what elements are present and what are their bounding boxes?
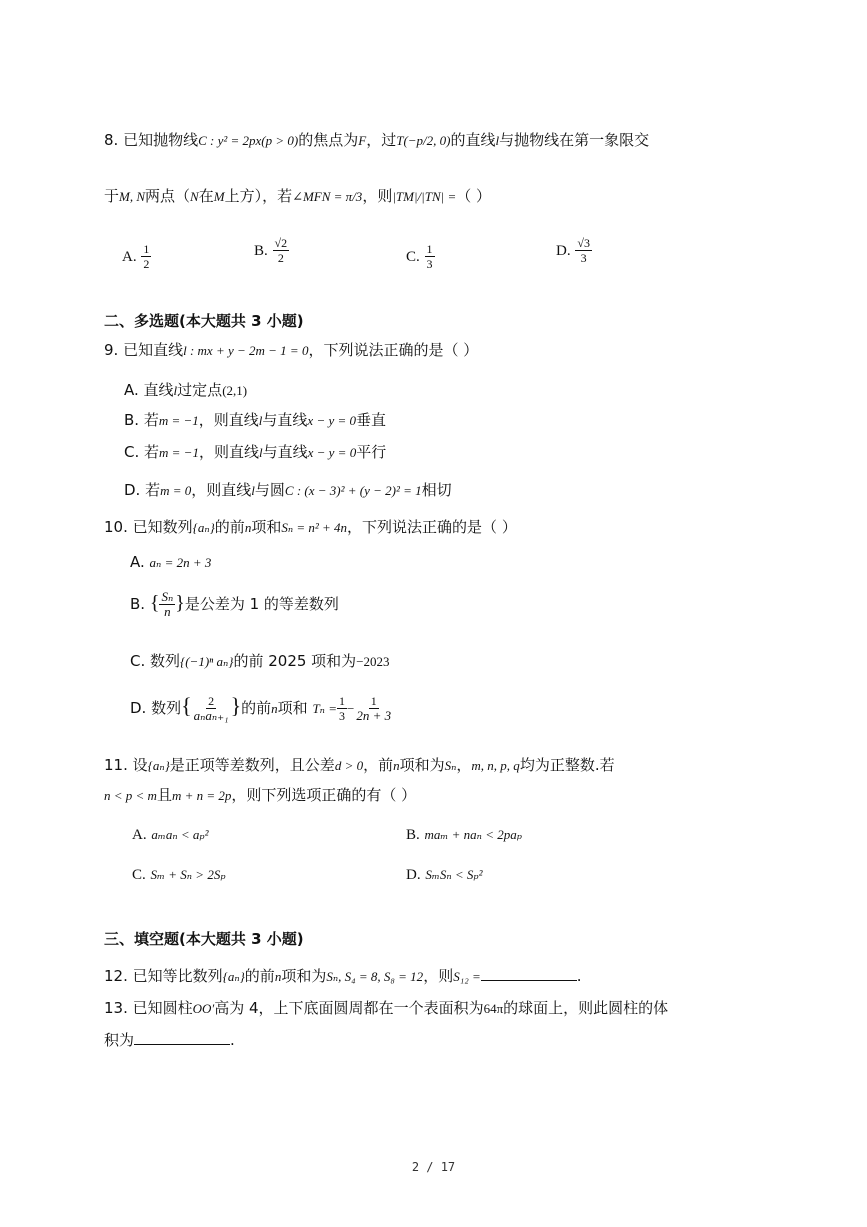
option-text: 过定点 xyxy=(177,381,223,399)
option-text: 是公差为 1 的等差数列 xyxy=(184,595,339,613)
q11-line2 xyxy=(104,785,416,806)
math-expr: m + n = 2p xyxy=(171,788,232,803)
q11-option-b xyxy=(406,824,522,845)
math-expr: C : y² = 2px(p > 0) xyxy=(198,133,299,148)
fraction-den: 3 xyxy=(338,709,345,723)
option-text: 项和 xyxy=(277,699,308,717)
q8-text: ，过 xyxy=(366,131,397,149)
option-text: C. 若 xyxy=(124,443,160,461)
math-expr: T(−p/2, 0) xyxy=(396,133,451,148)
q8-text: 的直线 xyxy=(450,131,496,149)
q9-text: 9. 已知直线 xyxy=(104,341,184,359)
math-expr: 64π xyxy=(483,1001,504,1016)
q11-text: 项和为 xyxy=(399,756,445,774)
math-expr: Sₘ + Sₙ > 2Sₚ xyxy=(150,867,226,882)
q11-text: 是正项等差数列，且公差 xyxy=(169,756,335,774)
q8-text: 上方），若 xyxy=(224,187,293,205)
q8-line1 xyxy=(104,130,649,151)
q10-option-c xyxy=(130,651,390,672)
page-number: 2 / 17 xyxy=(411,1160,456,1174)
fraction xyxy=(273,236,290,265)
option-text: B. xyxy=(130,595,146,613)
q12-text: . xyxy=(576,967,582,985)
q11-line1 xyxy=(104,755,615,776)
q11-text: ， xyxy=(456,756,472,774)
option-text: D. 若 xyxy=(124,481,161,499)
math-expr: −2023 xyxy=(356,654,390,669)
math-expr: m = −1 xyxy=(159,445,199,460)
q10-text: 10. 已知数列 xyxy=(104,518,193,536)
math-expr: l xyxy=(258,445,263,460)
option-label: D. xyxy=(406,867,421,883)
q8-text: ，则 xyxy=(362,187,393,205)
math-expr: d > 0 xyxy=(334,758,364,773)
q11-option-c xyxy=(132,864,226,885)
option-text: 与直线 xyxy=(262,411,308,429)
q9-option-c xyxy=(124,442,386,463)
fraction-num: 1 xyxy=(426,242,433,256)
answer-blank[interactable] xyxy=(481,966,577,981)
q12-text: ，则 xyxy=(423,967,454,985)
brace-left: { xyxy=(181,693,192,718)
option-label: D. xyxy=(556,243,571,259)
option-label: B. xyxy=(406,827,420,843)
fraction xyxy=(575,236,592,265)
option-label: A. xyxy=(122,249,137,265)
math-expr: m = −1 xyxy=(158,413,199,428)
q13-line2 xyxy=(104,1030,235,1050)
math-expr: Sₙ = n² + 4n xyxy=(281,520,348,535)
math-expr: Tₙ = xyxy=(312,701,337,716)
math-expr: M xyxy=(213,189,225,204)
q9-option-b xyxy=(124,410,386,431)
fraction-den: 3 xyxy=(426,257,433,271)
fraction xyxy=(425,242,435,271)
q9-option-a xyxy=(124,380,247,401)
math-expr: l xyxy=(173,383,178,398)
option-text: 平行 xyxy=(356,443,387,461)
math-expr: maₘ + naₙ < 2paₚ xyxy=(424,827,522,842)
fraction xyxy=(159,590,175,619)
section-heading-multiple-choice: 二、多选题(本大题共 3 小题) xyxy=(104,312,304,330)
fraction-num: √3 xyxy=(577,236,590,250)
fraction-den: 2 xyxy=(277,251,284,265)
q9-text: ，下列说法正确的是（ ） xyxy=(308,341,479,359)
option-label: C. xyxy=(132,867,146,883)
q13-line1 xyxy=(104,998,668,1019)
q8-text: 在 xyxy=(198,187,214,205)
math-expr: n xyxy=(271,701,278,716)
q8-option-a xyxy=(122,242,151,271)
math-expr: l xyxy=(495,133,500,148)
q8-line2 xyxy=(104,186,491,207)
q13-text: 高为 4，上下底面圆周都在一个表面积为 xyxy=(214,999,484,1017)
option-text: A. xyxy=(130,553,145,571)
fraction-den: 3 xyxy=(580,251,587,265)
option-text: ，则直线 xyxy=(191,481,252,499)
math-expr: (2,1) xyxy=(222,383,248,398)
math-expr: l : mx + y − 2m − 1 = 0 xyxy=(183,343,309,358)
math-expr: n < p < m xyxy=(104,788,157,803)
fraction-num: 1 xyxy=(143,242,150,256)
option-text: 垂直 xyxy=(356,411,387,429)
q11-option-d xyxy=(406,864,483,885)
fraction-den: n xyxy=(164,604,171,619)
math-expr: {(−1)ⁿ aₙ} xyxy=(180,654,234,669)
q11-text: 11. 设 xyxy=(104,756,148,774)
option-text: 的前 xyxy=(241,699,272,717)
option-text: C. 数列 xyxy=(130,652,181,670)
q13-text: 积为 xyxy=(104,1031,135,1049)
option-text: B. 若 xyxy=(124,411,159,429)
math-expr: {aₙ} xyxy=(222,969,245,984)
q8-text: 两点（ xyxy=(145,187,191,205)
math-expr: |TM|/|TN| = xyxy=(392,189,457,204)
option-text: ，则直线 xyxy=(198,443,259,461)
math-expr: {aₙ} xyxy=(147,758,170,773)
fraction-num: 1 xyxy=(338,694,345,708)
q11-option-a xyxy=(132,824,209,845)
option-text: ，则直线 xyxy=(198,411,259,429)
q8-text: 与抛物线在第一象限交 xyxy=(499,131,650,149)
brace-right: } xyxy=(175,592,185,614)
q8-option-c xyxy=(406,242,435,271)
q12-line xyxy=(104,966,582,987)
minus-sign: − xyxy=(346,701,355,716)
fraction-num: √2 xyxy=(274,236,288,250)
math-expr: OO′ xyxy=(192,1001,215,1016)
q8-text: 的焦点为 xyxy=(298,131,359,149)
math-expr: x − y = 0 xyxy=(307,445,357,460)
math-expr: SₘSₙ < Sₚ² xyxy=(425,867,483,882)
math-expr: l xyxy=(251,483,255,498)
fraction-num: 2 xyxy=(208,694,215,708)
math-expr: aₙ = 2n + 3 xyxy=(149,555,212,570)
q10-text: ，下列说法正确的是（ ） xyxy=(347,518,517,536)
fraction xyxy=(192,694,231,723)
math-expr: Sₙ xyxy=(444,758,457,773)
q12-text: 12. 已知等比数列 xyxy=(104,967,223,985)
q10-option-a xyxy=(130,552,211,573)
option-text: 相切 xyxy=(421,481,452,499)
q8-text: 8. 已知抛物线 xyxy=(104,131,199,149)
option-text: 与圆 xyxy=(254,481,285,499)
option-text: 的前 2025 项和为 xyxy=(233,652,357,670)
math-expr: n xyxy=(393,758,400,773)
option-text: 与直线 xyxy=(262,443,308,461)
q9-stem xyxy=(104,340,478,361)
q10-text: 的前 xyxy=(214,518,245,536)
fraction xyxy=(354,694,393,723)
math-expr: Sₙ, S₄ = 8, S₈ = 12 xyxy=(326,969,424,984)
q13-text: 的球面上，则此圆柱的体 xyxy=(503,999,669,1017)
fraction-den: 2n + 3 xyxy=(356,708,392,723)
math-expr: aₘaₙ < aₚ² xyxy=(151,827,209,842)
q8-text: 于 xyxy=(104,187,120,205)
q10-stem xyxy=(104,517,517,538)
q8-option-b xyxy=(254,236,289,265)
brace-right: } xyxy=(230,693,242,718)
math-expr: ∠MFN = π/3 xyxy=(292,189,363,204)
math-expr: x − y = 0 xyxy=(307,413,357,428)
fraction xyxy=(141,242,151,271)
option-text: D. 数列 xyxy=(130,699,182,717)
q11-text: 且 xyxy=(156,786,172,804)
math-expr: {aₙ} xyxy=(192,520,215,535)
q10-text: 项和 xyxy=(251,518,282,536)
fraction xyxy=(337,694,347,723)
math-expr: N xyxy=(190,189,199,204)
fraction-den: aₙaₙ₊₁ xyxy=(193,708,229,723)
q11-text: ，前 xyxy=(363,756,394,774)
option-label: C. xyxy=(406,249,420,265)
fraction-num: Sₙ xyxy=(161,589,174,604)
brace-left: { xyxy=(149,592,160,614)
q12-text: 的前 xyxy=(244,967,275,985)
answer-parens: （ ） xyxy=(456,187,491,205)
q11-text: ，则下列选项正确的有（ ） xyxy=(231,786,417,804)
math-expr: n xyxy=(274,969,282,984)
fraction-den: 2 xyxy=(143,257,150,271)
q12-text: 项和为 xyxy=(281,967,327,985)
math-expr: m, n, p, q xyxy=(471,758,520,773)
math-expr: l xyxy=(258,413,263,428)
q10-option-b xyxy=(130,590,339,619)
option-text: A. 直线 xyxy=(124,381,174,399)
math-expr: m = 0 xyxy=(160,483,192,498)
math-expr: C : (x − 3)² + (y − 2)² = 1 xyxy=(284,483,422,498)
option-label: A. xyxy=(132,827,147,843)
q13-text: 13. 已知圆柱 xyxy=(104,999,193,1017)
q13-text: . xyxy=(230,1031,235,1049)
math-expr: S₁₂ = xyxy=(453,969,481,984)
section-heading-fill-in: 三、填空题(本大题共 3 小题) xyxy=(104,930,304,948)
math-expr: M, N xyxy=(119,189,146,204)
answer-blank[interactable] xyxy=(134,1030,230,1045)
q8-option-d xyxy=(556,236,592,265)
math-expr: n xyxy=(244,520,252,535)
math-expr: F xyxy=(358,133,367,148)
option-label: B. xyxy=(254,243,268,259)
q9-option-d xyxy=(124,480,452,501)
q11-text: 均为正整数.若 xyxy=(519,756,615,774)
fraction-num: 1 xyxy=(370,694,377,708)
q10-option-d xyxy=(130,694,393,723)
